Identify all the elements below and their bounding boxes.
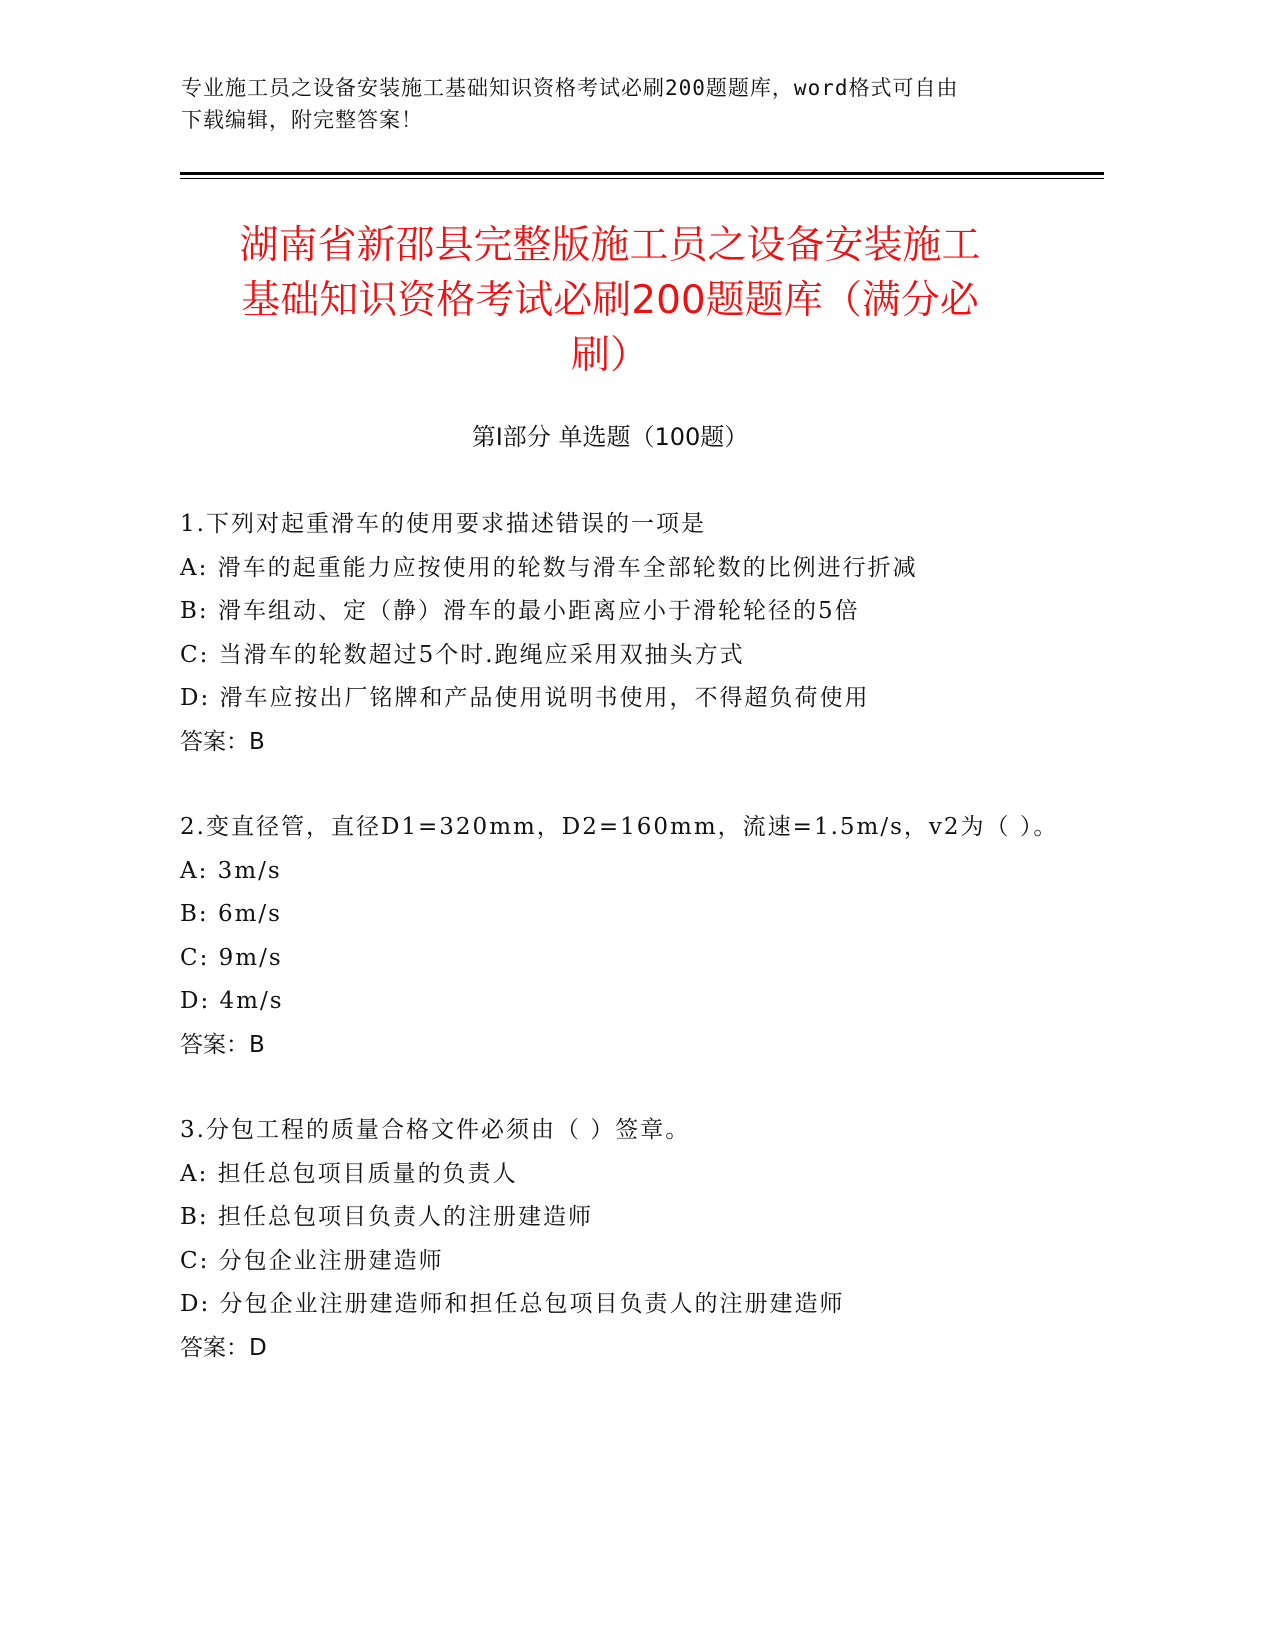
- option-c: C: 分包企业注册建造师: [180, 1247, 444, 1274]
- option-c: C: 9m/s: [180, 944, 283, 971]
- option-d: D: 分包企业注册建造师和担任总包项目负责人的注册建造师: [180, 1291, 845, 1317]
- option-d: D: 滑车应按出厂铭牌和产品使用说明书使用，不得超负荷使用: [180, 685, 870, 711]
- option-a: A: 担任总包项目质量的负责人: [180, 1160, 518, 1187]
- document-title: [180, 218, 1040, 383]
- document-title-line-1: 湖南省新邵县完整版施工员之设备安装施工: [239, 223, 981, 268]
- question-1: [180, 503, 1080, 764]
- document-title-line-3: 刷）: [570, 333, 649, 378]
- header-note-line-1: 专业施工员之设备安装施工基础知识资格考试必刷200题题库，word格式可自由: [181, 76, 959, 100]
- question-stem: 3.分包工程的质量合格文件必须由（ ）签章。: [180, 1117, 691, 1143]
- question-3: [180, 1109, 1080, 1370]
- answer: 答案：D: [180, 1334, 267, 1361]
- option-c: C: 当滑车的轮数超过5个时.跑绳应采用双抽头方式: [180, 641, 745, 668]
- question-list: [180, 503, 1080, 1412]
- section-heading: 第Ⅰ部分 单选题（100题）: [471, 423, 749, 451]
- question-2: [180, 806, 1080, 1067]
- header-note: [181, 72, 1041, 136]
- header-note-line-2: 下载编辑，附完整答案！: [181, 108, 423, 132]
- option-a: A: 滑车的起重能力应按使用的轮数与滑车全部轮数的比例进行折减: [180, 554, 918, 581]
- document-title-line-2: 基础知识资格考试必刷200题题库（满分必: [241, 278, 979, 323]
- option-d: D: 4m/s: [180, 988, 284, 1014]
- answer: 答案：B: [180, 728, 265, 755]
- option-a: A: 3m/s: [180, 857, 282, 884]
- option-b: B: 滑车组动、定（静）滑车的最小距离应小于滑轮轮径的5倍: [180, 598, 860, 624]
- option-b: B: 担任总包项目负责人的注册建造师: [180, 1204, 593, 1230]
- question-stem: 1.下列对起重滑车的使用要求描述错误的一项是: [180, 511, 706, 537]
- header-divider-thick: [180, 172, 1104, 175]
- header-divider-thin: [180, 178, 1104, 179]
- question-stem: 2.变直径管，直径D1=320mm，D2=160mm，流速=1.5m/s，v2为（ ）。: [180, 814, 1059, 840]
- answer: 答案：B: [180, 1031, 265, 1058]
- option-b: B: 6m/s: [180, 901, 282, 927]
